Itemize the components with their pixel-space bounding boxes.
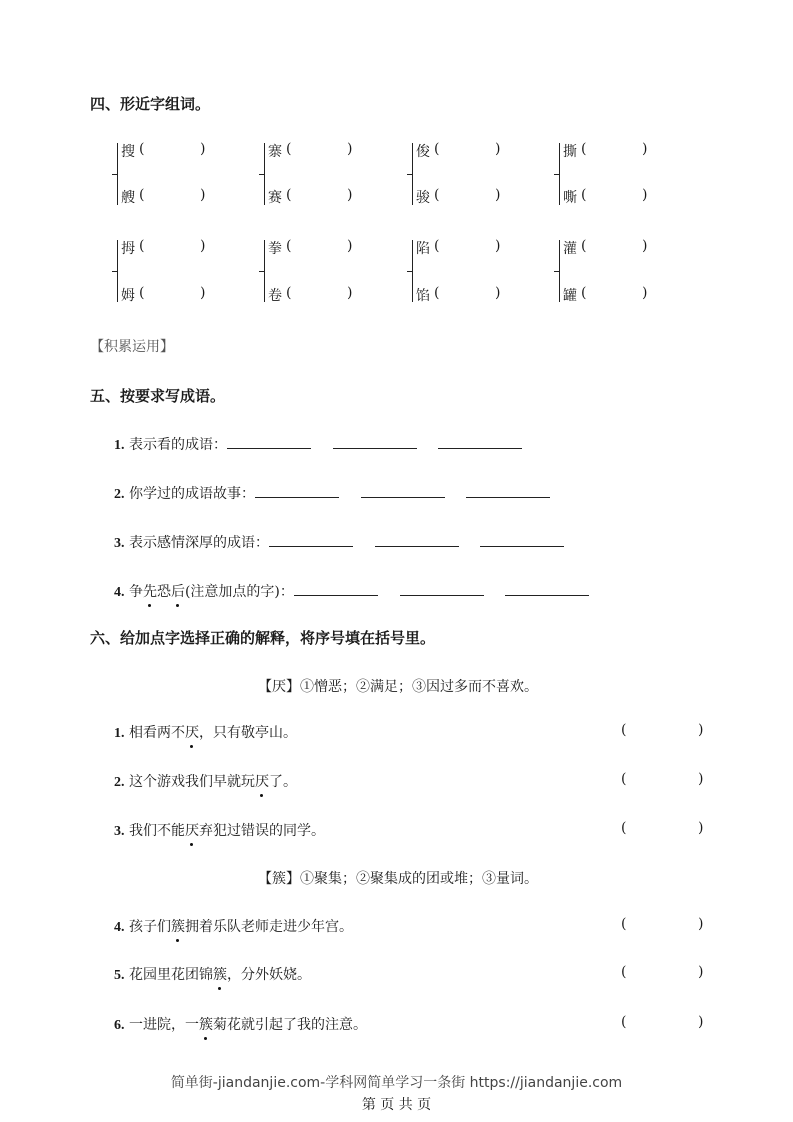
paren-close: )	[495, 238, 501, 254]
definition-cu: 【簇】①聚集；②聚集成的团或堆；③量词。	[258, 871, 538, 887]
answer-paren-open: (	[621, 964, 627, 980]
item-text: 表示看的成语：	[128, 437, 227, 453]
item-text: 表示感情深厚的成语：	[128, 535, 269, 551]
item-text: 相看两不	[128, 725, 185, 741]
choice-item-3	[114, 820, 325, 840]
word-top: 搜	[121, 144, 135, 160]
item-number: 1.	[114, 726, 125, 741]
paren-open: (	[286, 141, 292, 157]
item-number: 1.	[114, 438, 125, 453]
answer-paren-close: )	[698, 916, 704, 932]
choice-item-2	[114, 771, 297, 791]
word-top: 撕	[563, 144, 577, 160]
footer-watermark: 简单街-jiandanjie.com-学科网简单学习一条街 https://jiandanjie.com	[170, 1075, 623, 1091]
answer-blank[interactable]	[269, 532, 353, 547]
item-number: 4.	[114, 585, 125, 600]
paren-close: )	[642, 285, 648, 301]
dotted-char: 后	[171, 581, 185, 601]
answer-blank[interactable]	[333, 434, 417, 449]
answer-blank[interactable]	[505, 581, 589, 596]
dotted-char: 先	[143, 581, 157, 601]
answer-paren-open: (	[621, 722, 627, 738]
choice-item-1	[114, 722, 297, 742]
paren-close: )	[642, 141, 648, 157]
item-text: 这个游戏我们早就玩	[128, 774, 255, 790]
item-text: 孩子们	[128, 919, 171, 935]
word-top: 灌	[563, 241, 577, 257]
paren-open: (	[581, 141, 587, 157]
definition-yan: 【厌】①憎恶；②满足；③因过多而不喜欢。	[258, 679, 538, 695]
dotted-char: 厌	[185, 722, 199, 742]
word-top: 陷	[416, 241, 430, 257]
item-text: (注意加点的字)：	[184, 584, 294, 600]
word-bottom: 馅	[416, 288, 430, 304]
paren-open: (	[434, 285, 440, 301]
idiom-item-2	[114, 483, 550, 503]
word-top: 拳	[268, 241, 282, 257]
item-text: 拥着乐队老师走进少年宫。	[184, 919, 353, 935]
item-number: 2.	[114, 775, 125, 790]
word-bottom: 骏	[416, 190, 430, 206]
paren-open: (	[434, 141, 440, 157]
answer-paren-open: (	[621, 916, 627, 932]
answer-blank[interactable]	[400, 581, 484, 596]
answer-paren-close: )	[698, 722, 704, 738]
paren-open: (	[139, 187, 145, 203]
choice-item-5	[114, 964, 311, 984]
item-number: 6.	[114, 1018, 125, 1033]
paren-open: (	[286, 187, 292, 203]
word-bottom: 卷	[268, 288, 282, 304]
paren-close: )	[347, 285, 353, 301]
paren-close: )	[347, 141, 353, 157]
item-number: 5.	[114, 968, 125, 983]
answer-paren-close: )	[698, 771, 704, 787]
paren-open: (	[581, 238, 587, 254]
answer-paren-close: )	[698, 1014, 704, 1030]
section-tag: 【积累运用】	[90, 339, 174, 355]
answer-blank[interactable]	[255, 483, 339, 498]
paren-open: (	[139, 238, 145, 254]
item-text: 争	[128, 584, 143, 600]
paren-close: )	[495, 187, 501, 203]
word-bottom: 罐	[563, 288, 577, 304]
item-text: 恐	[156, 584, 171, 600]
word-bottom: 赛	[268, 190, 282, 206]
paren-close: )	[200, 238, 206, 254]
answer-blank[interactable]	[294, 581, 378, 596]
word-top: 寨	[268, 144, 282, 160]
item-text: 花园里花团锦	[128, 967, 213, 983]
word-bottom: 艘	[121, 190, 135, 206]
answer-blank[interactable]	[480, 532, 564, 547]
item-number: 2.	[114, 487, 125, 502]
dotted-char: 簇	[213, 964, 227, 984]
choice-item-6	[114, 1014, 367, 1034]
idiom-item-3	[114, 532, 564, 552]
paren-close: )	[495, 285, 501, 301]
item-text: 一进院，一	[128, 1017, 199, 1033]
paren-close: )	[200, 141, 206, 157]
item-number: 4.	[114, 920, 125, 935]
word-top: 拇	[121, 241, 135, 257]
item-text: 弃犯过错误的同学。	[198, 823, 325, 839]
paren-open: (	[286, 238, 292, 254]
answer-paren-open: (	[621, 820, 627, 836]
paren-open: (	[434, 238, 440, 254]
answer-paren-open: (	[621, 771, 627, 787]
paren-open: (	[581, 285, 587, 301]
paren-open: (	[286, 285, 292, 301]
page-number: 第 页 共 页	[361, 1097, 432, 1113]
paren-open: (	[139, 141, 145, 157]
section6-title: 六、给加点字选择正确的解释，将序号填在括号里。	[90, 629, 436, 647]
item-text: 了。	[268, 774, 297, 790]
paren-close: )	[642, 187, 648, 203]
answer-blank[interactable]	[438, 434, 522, 449]
paren-close: )	[200, 285, 206, 301]
answer-paren-close: )	[698, 820, 704, 836]
choice-item-4	[114, 916, 353, 936]
item-text: ，分外妖娆。	[226, 967, 311, 983]
idiom-item-4	[114, 581, 589, 601]
answer-blank[interactable]	[375, 532, 459, 547]
item-text: ，只有敬亭山。	[198, 725, 297, 741]
paren-open: (	[581, 187, 587, 203]
paren-close: )	[347, 238, 353, 254]
dotted-char: 厌	[185, 820, 199, 840]
paren-close: )	[495, 141, 501, 157]
section5-title: 五、按要求写成语。	[90, 387, 226, 405]
paren-close: )	[642, 238, 648, 254]
paren-open: (	[434, 187, 440, 203]
dotted-char: 簇	[171, 916, 185, 936]
item-number: 3.	[114, 824, 125, 839]
item-text: 菊花就引起了我的注意。	[212, 1017, 367, 1033]
paren-open: (	[139, 285, 145, 301]
paren-close: )	[200, 187, 206, 203]
word-top: 俊	[416, 144, 430, 160]
dotted-char: 厌	[255, 771, 269, 791]
dotted-char: 簇	[199, 1014, 213, 1034]
answer-blank[interactable]	[227, 434, 311, 449]
word-bottom: 姆	[121, 288, 135, 304]
section4-title: 四、形近字组词。	[90, 95, 211, 113]
item-text: 我们不能	[128, 823, 185, 839]
answer-blank[interactable]	[361, 483, 445, 498]
idiom-item-1	[114, 434, 522, 454]
answer-paren-open: (	[621, 1014, 627, 1030]
answer-blank[interactable]	[466, 483, 550, 498]
paren-close: )	[347, 187, 353, 203]
word-bottom: 嘶	[563, 190, 577, 206]
answer-paren-close: )	[698, 964, 704, 980]
item-text: 你学过的成语故事：	[128, 486, 255, 502]
item-number: 3.	[114, 536, 125, 551]
